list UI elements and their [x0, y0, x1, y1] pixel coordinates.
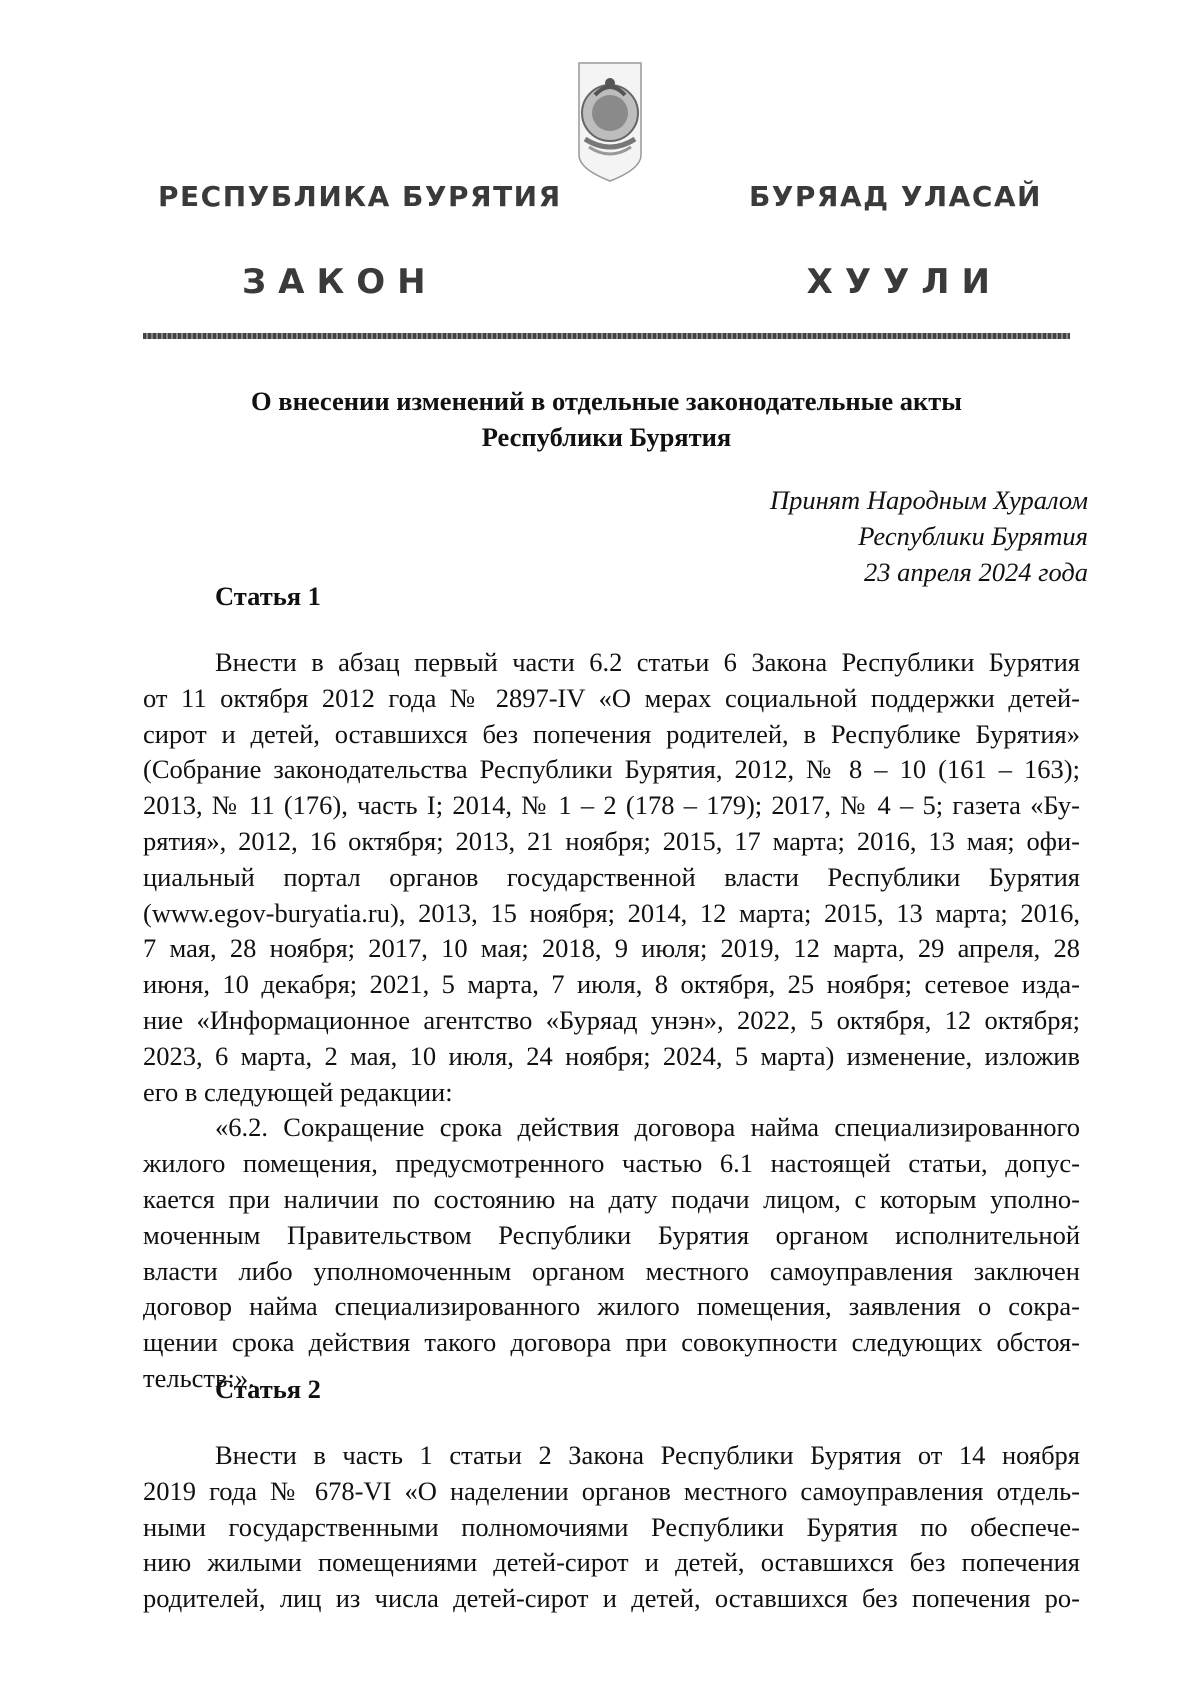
text-line: сирот и детей, оставшихся без попечения родителей, в Республике Бурятия»: [143, 718, 1080, 749]
adoption-line: Республики Бурятия: [858, 521, 1088, 551]
text-line: 2013, № 11 (176), часть I; 2014, № 1 – 2 (178 – 179); 2017, № 4 – 5; газета «Бу-: [143, 790, 1080, 821]
text-line: (www.egov-buryatia.ru), 2013, 15 ноября; 2014, 12 марта; 2015, 13 марта; 2016,: [143, 897, 1080, 928]
text-line: июня, 10 декабря; 2021, 5 марта, 7 июля, 8 октября, 25 ноября; сетевое изда-: [143, 969, 1080, 1000]
text-line: моченным Правительством Республики Бурятия органом исполнительной: [143, 1219, 1080, 1250]
header-divider: [143, 333, 1070, 339]
text-line: власти либо уполномоченным органом местного самоуправления заключен: [143, 1255, 1080, 1286]
document-title: [143, 383, 1070, 455]
republic-name-russian: РЕСПУБЛИКА БУРЯТИЯ: [158, 180, 562, 213]
republic-name-buryat: БУРЯАД УЛАСАЙ: [748, 180, 1042, 213]
text-line: нию жилыми помещениями детей-сирот и детей, оставшихся без попечения: [143, 1547, 1080, 1578]
text-line: от 11 октября 2012 года № 2897-IV «О мерах социальной поддержки детей-: [143, 682, 1080, 713]
text-line: циальный портал органов государственной власти Республики Бурятия: [143, 861, 1080, 892]
text-line: 2023, 6 марта, 2 мая, 10 июля, 24 ноября; 2024, 5 марта) изменение, изложив: [143, 1040, 1080, 1071]
text-line: рятия», 2012, 16 октября; 2013, 21 ноября; 2015, 17 марта; 2016, 13 мая; офи-: [143, 825, 1080, 856]
adoption-line: Принят Народным Хуралом: [769, 485, 1088, 515]
law-heading-russian: ЗАКОН: [242, 262, 438, 302]
article-1-heading: Статья 1: [215, 581, 321, 611]
text-line: его в следующей редакции:: [143, 1076, 453, 1107]
text-line: ние «Информационное агентство «Буряад унэн», 2022, 5 октября, 12 октября;: [143, 1004, 1080, 1035]
text-line: ными государственными полномочиями Республики Бурятия по обеспече-: [143, 1511, 1080, 1542]
text-line: договор найма специализированного жилого помещения, заявления о сокра-: [143, 1291, 1080, 1322]
article-1-body: [143, 645, 1080, 1397]
text-line: Внести в часть 1 статьи 2 Закона Республики Бурятия от 14 ноября: [215, 1440, 1080, 1470]
text-line: (Собрание законодательства Республики Бурятия, 2012, № 8 – 10 (161 – 163);: [143, 754, 1080, 785]
coat-of-arms-emblem: [575, 55, 645, 183]
text-line: 7 мая, 28 ноября; 2017, 10 мая; 2018, 9 июля; 2019, 12 марта, 29 апреля, 28: [143, 933, 1080, 964]
adoption-date: 23 апреля 2024 года: [864, 557, 1088, 587]
text-line: «6.2. Сокращение срока действия договора найма специализированного: [215, 1112, 1080, 1143]
text-line: кается при наличии по состоянию на дату подачи лицом, с которым уполно-: [143, 1183, 1080, 1214]
text-line: щении срока действия такого договора при совокупности следующих обстоя-: [143, 1327, 1080, 1358]
text-line: тельств:».: [143, 1362, 255, 1393]
text-line: жилого помещения, предусмотренного частью 6.1 настоящей статьи, допус-: [143, 1148, 1080, 1179]
text-line: родителей, лиц из числа детей-сирот и детей, оставшихся без попечения ро-: [143, 1583, 1080, 1614]
text-line: Внести в абзац первый части 6.2 статьи 6 Закона Республики Бурятия: [215, 647, 1080, 677]
text-line: 2019 года № 678-VI «О наделении органов местного самоуправления отдель-: [143, 1475, 1080, 1506]
title-line: О внесении изменений в отдельные законодательные акты: [251, 386, 962, 416]
article-2-body: [143, 1438, 1080, 1617]
adoption-note: [770, 482, 1088, 590]
law-heading-buryat: ХУУЛИ: [806, 262, 1002, 302]
title-line: Республики Бурятия: [481, 422, 732, 452]
article-2-heading: Статья 2: [215, 1374, 321, 1404]
